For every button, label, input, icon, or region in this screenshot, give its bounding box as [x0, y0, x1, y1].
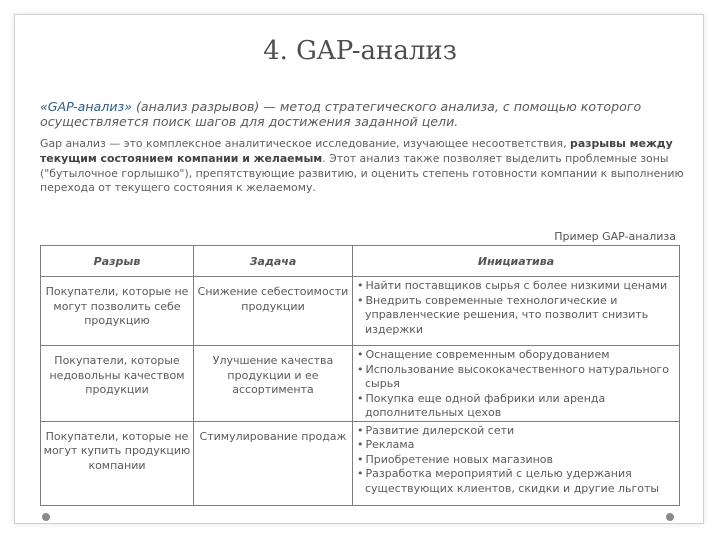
header-task: Задача [194, 246, 353, 277]
initiative-item: • Приобретение новых магазинов [357, 453, 677, 468]
initiative-item: • Использование высококачественного натурального сырья [357, 363, 677, 392]
gap-analysis-table [40, 245, 680, 506]
initiative-item: • Покупка еще одной фабрики или аренда дополнительных цехов [357, 392, 677, 421]
intro-definition: (анализ разрывов) — метод стратегического анализа, с помощью которого осуществляется поиск шагов для достижения заданной цели. [40, 99, 642, 129]
task-cell: Стимулирование продаж [194, 421, 353, 505]
description-part-1: Gap анализ — это комплексное аналитическое исследование, изучающее несоответствия, [40, 137, 571, 150]
table-caption: Пример GAP-анализа [554, 230, 676, 243]
intro-paragraph [40, 99, 690, 129]
description-emphasis: разрывы между текущим состоянием компании и желаемым [40, 137, 673, 165]
initiative-item: • Разработка мероприятий с целью удержания существующих клиентов, скидки и другие льготы [357, 467, 677, 496]
table-row [41, 277, 680, 346]
description-part-2: . Этот анализ также позволяет выделить проблемные зоны ("бутылочное горлышко"), препятствующие развитию, и оценить степень готовности компании к выполнению перехода от текущего состояния к желаемому. [40, 151, 684, 195]
header-gap: Разрыв [41, 246, 194, 277]
intro-term: «GAP-анализ» [40, 99, 132, 114]
task-cell: Улучшение качества продукции и ее ассортимента [194, 346, 353, 422]
gap-cell: Покупатели, которые недовольны качеством продукции [41, 346, 194, 422]
initiative-item: • Внедрить современные технологические и управленческие решения, что позволит снизить издержки [357, 294, 677, 338]
initiative-item: • Развитие дилерской сети [357, 424, 677, 439]
initiative-item: • Реклама [357, 438, 677, 453]
table-row [41, 346, 680, 422]
initiative-item: • Найти поставщиков сырья с более низкими ценами [357, 279, 677, 294]
slide-title: 4. GAP-анализ [263, 36, 457, 66]
initiative-item: • Оснащение современным оборудованием [357, 348, 677, 363]
description-paragraph [40, 137, 690, 196]
header-initiative: Инициатива [353, 246, 680, 277]
initiative-cell [353, 277, 680, 346]
task-cell: Снижение себестоимости продукции [194, 277, 353, 346]
gap-cell: Покупатели, которые не могут позволить себе продукцию [41, 277, 194, 346]
initiative-cell [353, 421, 680, 505]
table-row [41, 421, 680, 505]
initiative-cell [353, 346, 680, 422]
left-dot-decoration [42, 513, 50, 521]
right-dot-decoration [666, 513, 674, 521]
gap-cell: Покупатели, которые не могут купить продукцию компании [41, 421, 194, 505]
